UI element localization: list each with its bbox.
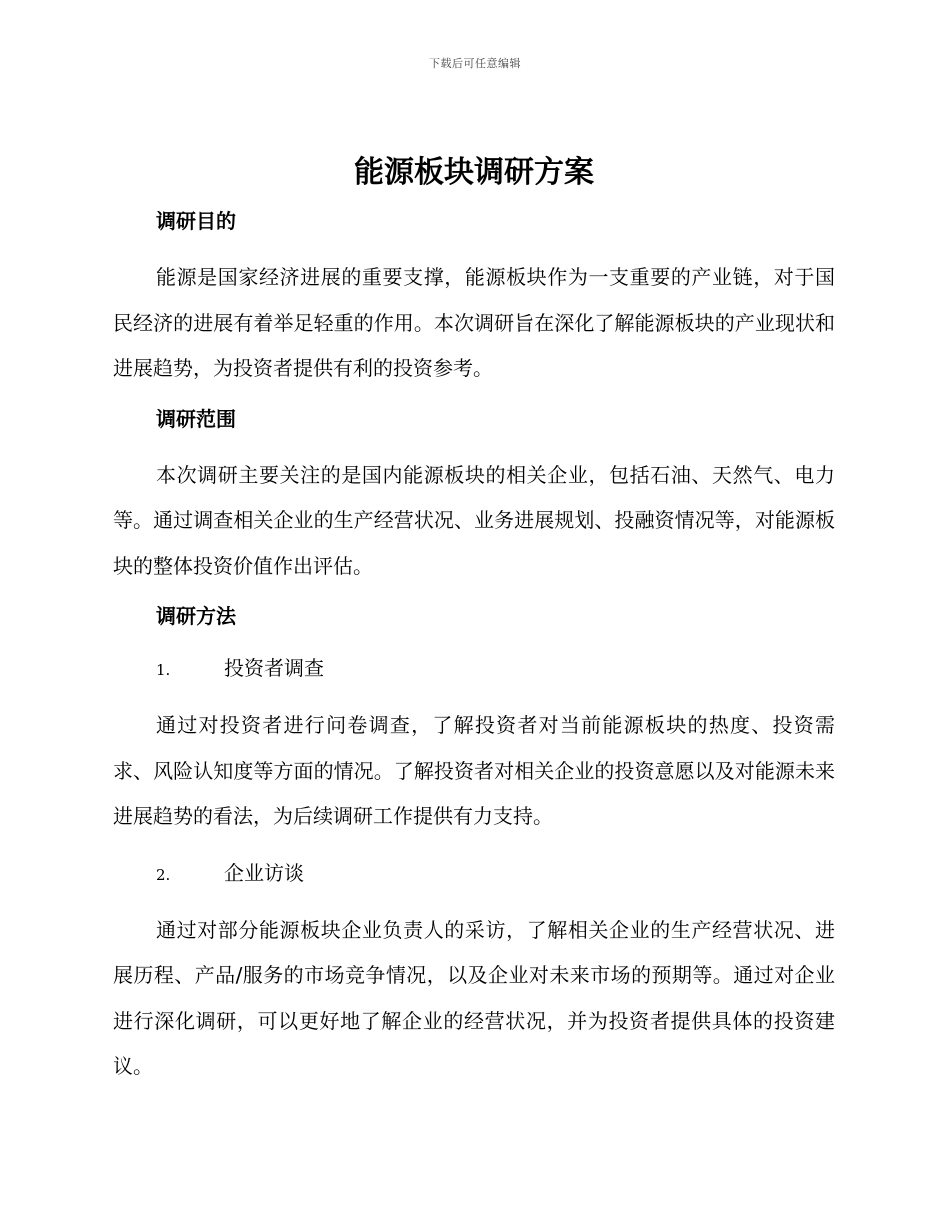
method-item-enterprise-interview [113,853,835,893]
paragraph-enterprise-interview: 通过对部分能源板块企业负责人的采访，了解相关企业的生产经营状况、进展历程、产品/服务的市场竞争情况，以及企业对未来市场的预期等。通过对企业进行深化调研，可以更好地了解企业的经营状况，并为投资者提供具体的投资建议。 [113,917,835,1078]
list-number: 1. [156,661,171,679]
method-item-investor-survey [113,648,835,688]
list-title: 投资者调查 [224,656,324,680]
section-heading-purpose: 调研目的 [156,209,236,233]
paragraph-investor-survey: 通过对投资者进行问卷调查，了解投资者对当前能源板块的热度、投资需求、风险认知度等方面的情况。了解投资者对相关企业的投资意愿以及对能源未来进展趋势的看法，为后续调研工作提供有力支持。 [113,713,835,828]
section-heading-methods: 调研方法 [156,604,236,628]
document-body [113,150,835,1090]
paragraph-purpose: 能源是国家经济进展的重要支撑，能源板块作为一支重要的产业链，对于国民经济的进展有着举足轻重的作用。本次调研旨在深化了解能源板块的产业现状和进展趋势，为投资者提供有利的投资参考。 [113,265,835,380]
list-number: 2. [156,865,171,884]
list-title: 企业访谈 [224,860,304,885]
document-title: 能源板块调研方案 [354,155,594,190]
paragraph-scope: 本次调研主要关注的是国内能源板块的相关企业，包括石油、天然气、电力等。通过调查相关企业的生产经营状况、业务进展规划、投融资情况等，对能源板块的整体投资价值作出评估。 [113,462,835,578]
section-heading-scope: 调研范围 [156,406,236,431]
header-note: 下载后可任意编辑 [429,57,521,70]
